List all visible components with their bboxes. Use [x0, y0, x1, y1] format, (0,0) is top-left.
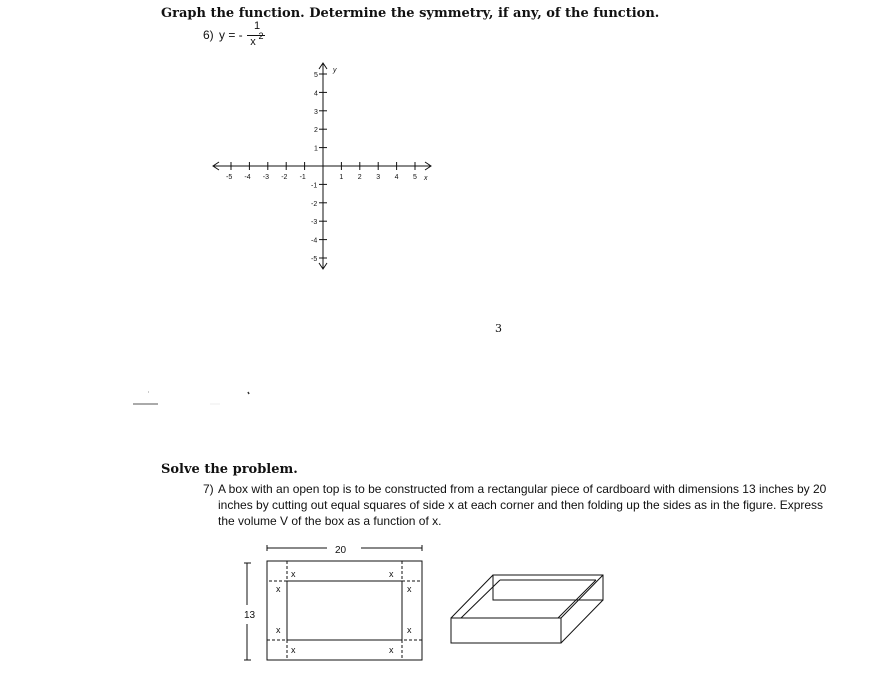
fraction-denominator-base: x: [250, 36, 256, 48]
problem-6-number: 6): [203, 28, 214, 42]
corner-x-label: x: [389, 569, 394, 579]
problem-7-line-1: A box with an open top is to be constructed from a rectangular piece of cardboard with dimensions 13 inches by 20: [218, 482, 827, 496]
section-heading-graph: Graph the function. Determine the symmetry, if any, of the function.: [161, 6, 660, 21]
problem-7-number: 7): [203, 482, 214, 496]
scan-artifacts: [130, 390, 530, 410]
folded-box-figure: [448, 570, 608, 648]
x-tick-label: -1: [299, 174, 306, 181]
fraction-numerator: 1: [253, 20, 261, 32]
y-tick-label: 4: [314, 90, 318, 98]
x-tick-label: 2: [357, 174, 362, 181]
corner-x-label: x: [291, 569, 296, 579]
fraction-denominator-exponent: 2: [258, 31, 264, 41]
corner-x-label: x: [407, 584, 412, 594]
x-tick-label: 5: [413, 174, 417, 181]
x-tick-label: -4: [244, 174, 251, 181]
x-axis-label: x: [424, 175, 428, 182]
corner-x-label: x: [276, 625, 281, 635]
x-tick-label: 4: [394, 174, 399, 181]
y-tick-label: 1: [314, 145, 318, 153]
y-tick-label: 5: [314, 72, 318, 79]
problem-7-line-3: the volume V of the box as a function of x.: [218, 514, 442, 528]
problem-7-line-2: inches by cutting out equal squares of side x at each corner and then folding up the sides as in the figure. Express: [218, 498, 824, 512]
page-number: 3: [495, 322, 502, 335]
y-tick-label: -3: [311, 219, 318, 227]
width-label: 20: [335, 545, 347, 556]
y-tick-label: -5: [311, 256, 318, 263]
y-axis-label: y: [333, 67, 337, 74]
x-tick-label: -2: [281, 174, 288, 181]
corner-x-label: x: [276, 584, 281, 594]
x-tick-label: 1: [339, 174, 344, 181]
y-tick-label: 2: [314, 127, 318, 135]
x-tick-label: -5: [226, 174, 233, 181]
y-tick-label: -2: [311, 200, 318, 208]
corner-x-label: x: [291, 645, 296, 655]
section-heading-solve: Solve the problem.: [161, 462, 298, 477]
flat-cardboard-figure: [235, 540, 435, 665]
coordinate-plane: [205, 55, 450, 280]
y-tick-label: 3: [314, 108, 318, 116]
y-tick-label: -1: [311, 182, 318, 190]
x-tick-label: -3: [262, 174, 270, 181]
x-tick-label: 3: [376, 174, 381, 181]
height-label: 13: [244, 610, 256, 621]
y-tick-label: -4: [311, 237, 318, 245]
function-lhs: y = -: [219, 28, 243, 42]
corner-x-label: x: [407, 625, 412, 635]
corner-x-label: x: [389, 645, 394, 655]
